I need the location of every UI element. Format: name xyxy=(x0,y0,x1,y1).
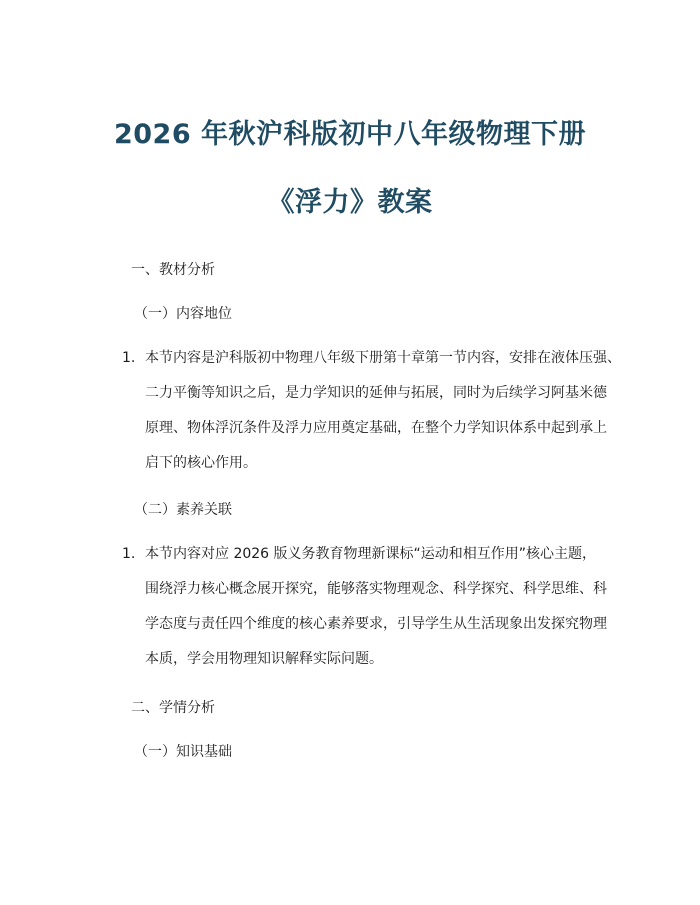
document-title-line-1: 2026 年秋沪科版初中八年级物理下册 xyxy=(113,119,587,150)
list-item-number: 1. xyxy=(122,350,136,366)
subsection-heading-knowledge-base: （一）知识基础 xyxy=(134,744,232,760)
subsection-heading-content-position: （一）内容地位 xyxy=(134,306,232,322)
paragraph-content-position xyxy=(122,341,621,481)
paragraph-line: 学态度与责任四个维度的核心素养要求，引导学生从生活现象出发探究物理 xyxy=(145,616,607,632)
subsection-heading-literacy-link: （二）素养关联 xyxy=(134,502,232,518)
document-title-line-2: 《浮力》教案 xyxy=(267,187,433,218)
section-heading-textbook-analysis: 一、教材分析 xyxy=(131,262,215,278)
list-item-number: 1. xyxy=(122,546,136,562)
paragraph-line: 本质，学会用物理知识解释实际问题。 xyxy=(145,651,383,667)
paragraph-line: 本节内容对应 2026 版义务教育物理新课标“运动和相互作用”核心主题， xyxy=(145,546,597,562)
paragraph-line: 二力平衡等知识之后，是力学知识的延伸与拓展，同时为后续学习阿基米德 xyxy=(145,385,607,401)
paragraph-line: 原理、物体浮沉条件及浮力应用奠定基础，在整个力学知识体系中起到承上 xyxy=(145,420,607,436)
paragraph-line: 本节内容是沪科版初中物理八年级下册第十章第一节内容，安排在液体压强、 xyxy=(145,350,621,366)
paragraph-line: 围绕浮力核心概念展开探究，能够落实物理观念、科学探究、科学思维、科 xyxy=(145,581,607,597)
paragraph-line: 启下的核心作用。 xyxy=(145,455,257,471)
paragraph-literacy-link xyxy=(122,537,612,677)
section-heading-learner-analysis: 二、学情分析 xyxy=(131,700,215,716)
